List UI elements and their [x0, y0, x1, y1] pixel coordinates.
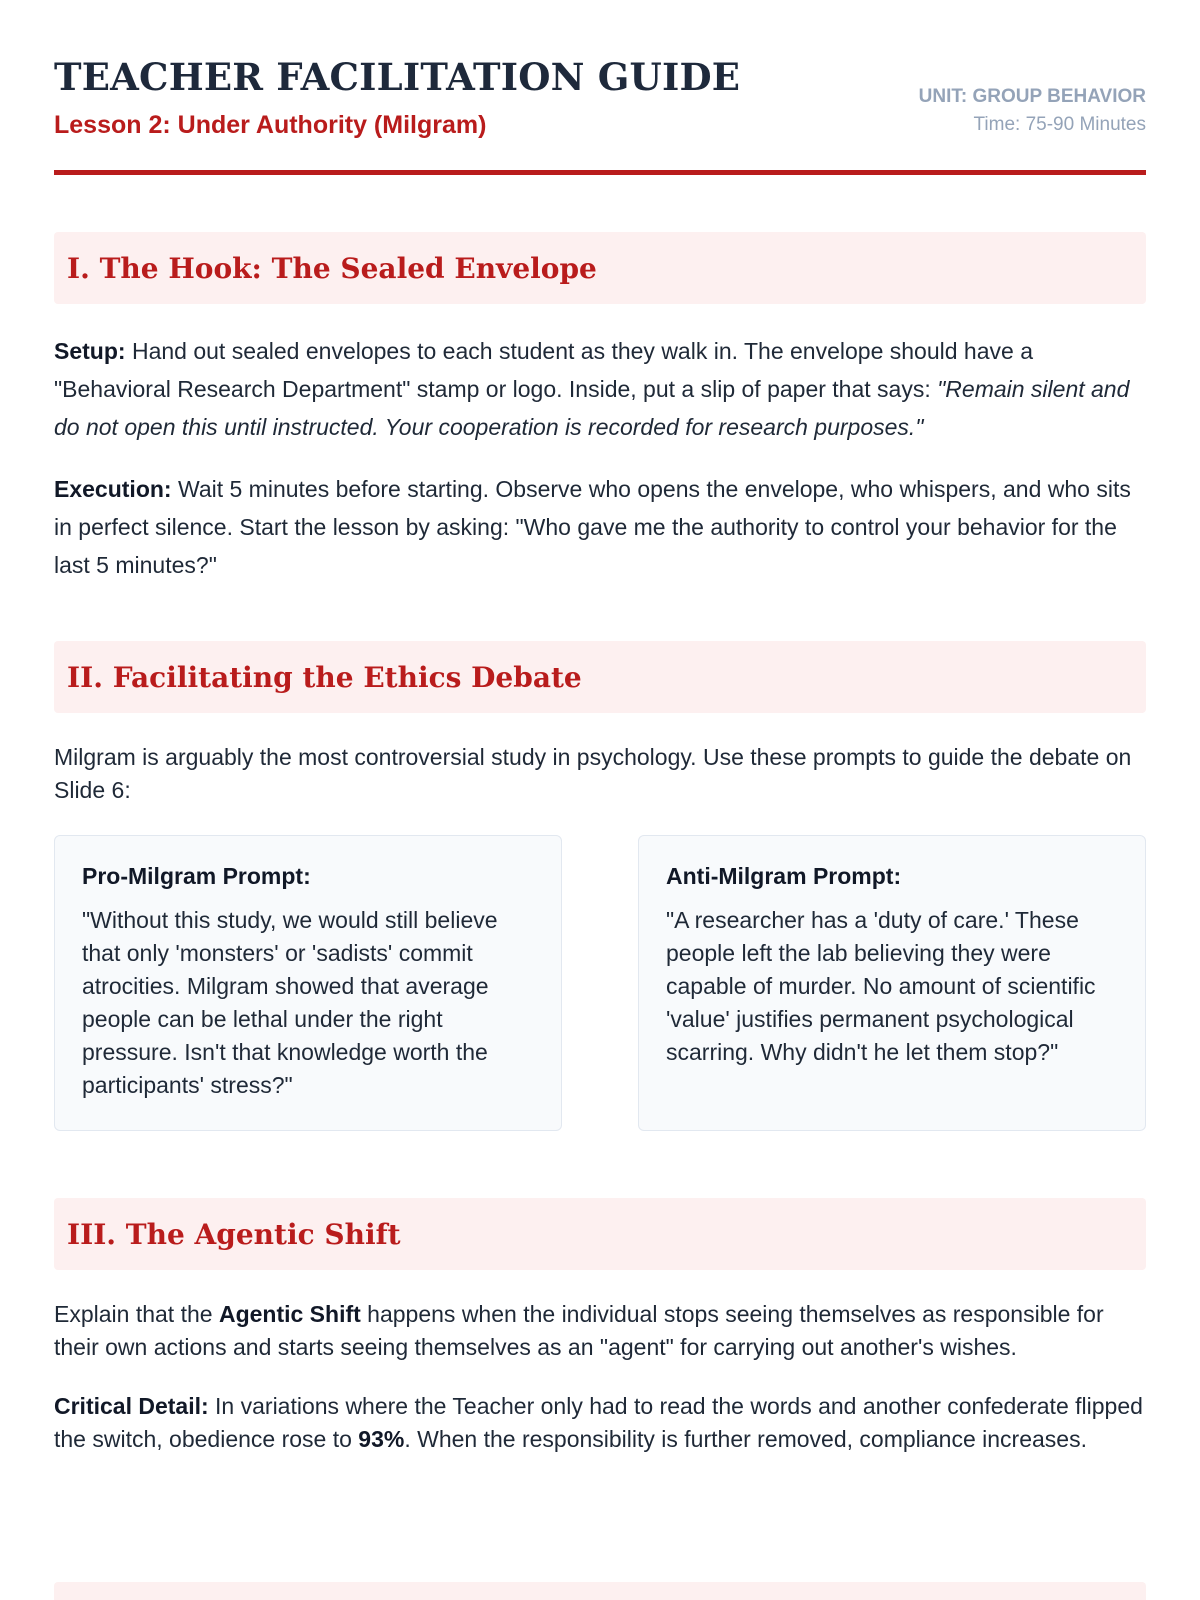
page-title: TEACHER FACILITATION GUIDE [54, 55, 741, 99]
time-label: Time: 75-90 Minutes [973, 114, 1146, 135]
section-header [54, 1198, 1146, 1270]
lesson-subtitle: Lesson 2: Under Authority (Milgram) [54, 111, 487, 139]
text-run: happens when the individual stops seeing themselves as responsible for their own actions and starts seeing themselves as an "agent" for carrying out another's wishes. [54, 1301, 1104, 1360]
setup-quote: "Remain silent and do not open this until instructed. Your cooperation is recorded for research purposes." [54, 376, 1130, 440]
agentic-shift-term: Agentic Shift [218, 1301, 361, 1327]
card-title: Anti-Milgram Prompt: [666, 863, 902, 889]
card-text: "Without this study, we would still believe that only 'monsters' or 'sadists' commit atrocities. Milgram showed that average people can be lethal under the right pressure. Isn't that knowledge worth the participants' stress?" [82, 907, 498, 1098]
pro-milgram-card [54, 835, 562, 1131]
execution-text: Wait 5 minutes before starting. Observe who opens the envelope, who whispers, and who sits in perfect silence. Start the lesson by asking: "Who gave me the authority to control your behavior for the last 5 minutes?" [54, 476, 1131, 578]
unit-label: UNIT: GROUP BEHAVIOR [918, 86, 1146, 107]
anti-milgram-card [638, 835, 1146, 1131]
header-titles [54, 55, 740, 140]
text-run: Explain that the [54, 1301, 219, 1327]
card-text: "A researcher has a 'duty of care.' These people left the lab believing they were capable of murder. No amount of scientific 'value' justifies permanent psychological scarring. Why didn't he let them stop?" [666, 907, 1096, 1065]
section-hook [54, 232, 1146, 584]
section-title: II. Facilitating the Ethics Debate [67, 660, 582, 694]
section-title: I. The Hook: The Sealed Envelope [67, 251, 597, 285]
critical-detail-label: Critical Detail: [54, 1393, 209, 1419]
text-run: . When the responsibility is further removed, compliance increases. [404, 1426, 1087, 1452]
next-section-header [54, 1582, 1146, 1600]
setup-text: Hand out sealed envelopes to each student as they walk in. The envelope should have a "Behavioral Research Department" stamp or logo. Inside, put a slip of paper that says: [54, 338, 1033, 402]
debate-intro: Milgram is arguably the most controversial study in psychology. Use these prompts to guide the debate on Slide 6: [54, 744, 1132, 803]
text-run: In variations where the Teacher only had to read the words and another confederate flipped the switch, obedience rose to [54, 1393, 1143, 1452]
section-header [54, 641, 1146, 713]
page-header [54, 55, 1146, 175]
execution-label: Execution: [54, 476, 172, 502]
execution-paragraph [54, 470, 1146, 584]
card-title: Pro-Milgram Prompt: [82, 863, 311, 889]
critical-detail-paragraph [54, 1390, 1146, 1456]
section-title: III. The Agentic Shift [67, 1217, 401, 1251]
section-header [54, 232, 1146, 304]
header-meta [919, 86, 1146, 140]
setup-label: Setup: [54, 338, 126, 364]
obedience-percent: 93% [358, 1426, 405, 1452]
agentic-shift-paragraph [54, 1298, 1146, 1364]
section-ethics-debate [54, 641, 1146, 1131]
setup-paragraph [54, 332, 1146, 446]
prompt-cards [54, 835, 1146, 1131]
section-agentic-shift [54, 1198, 1146, 1456]
